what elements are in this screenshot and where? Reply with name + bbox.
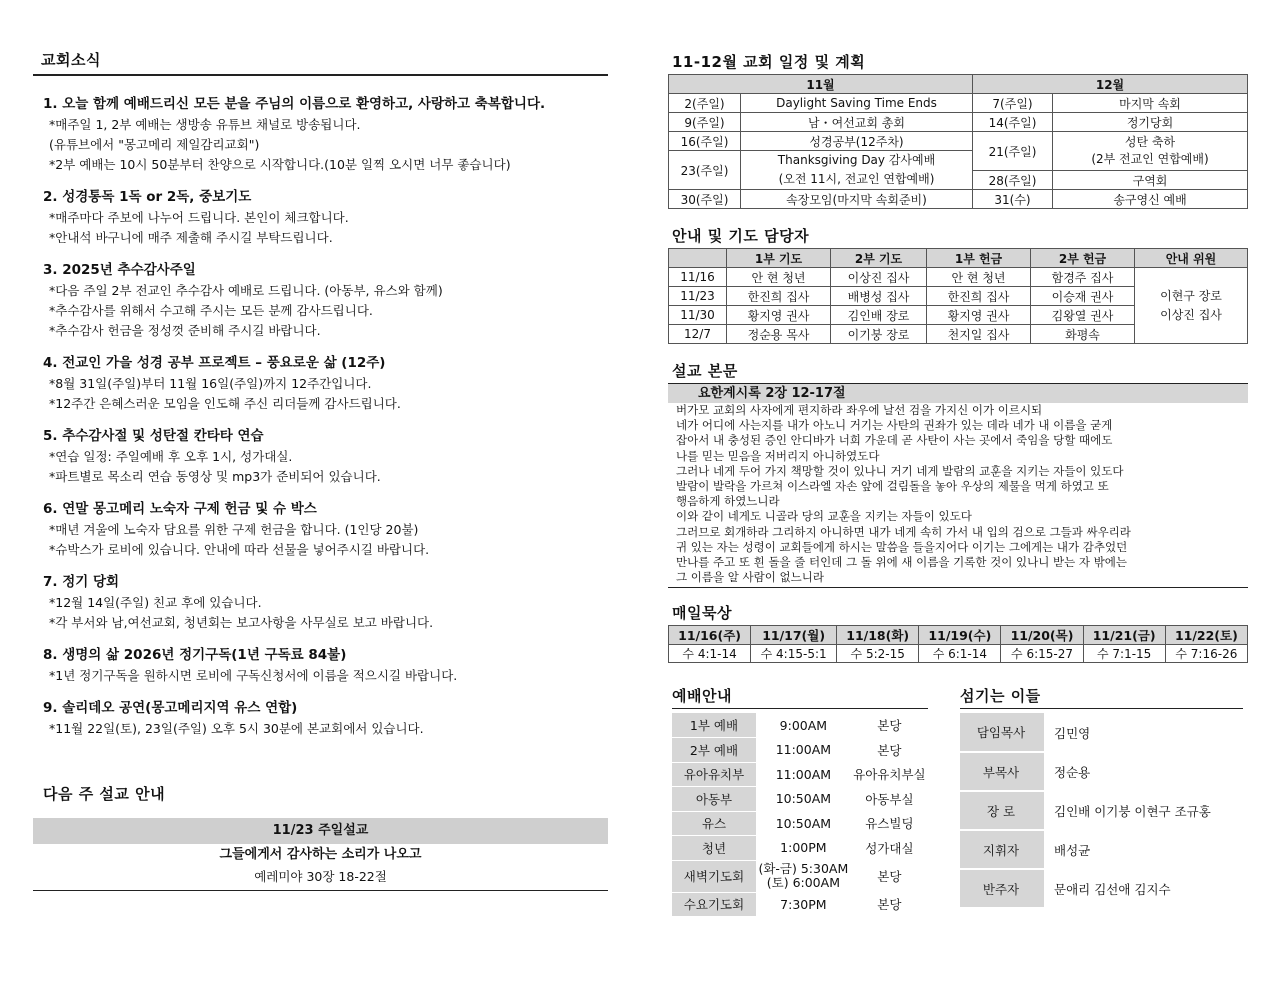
sermon-title: 설교 본문 (672, 362, 738, 380)
devotion-title: 매일묵상 (672, 604, 732, 623)
schedule-nov-event: Daylight Saving Time Ends (741, 94, 973, 113)
sermon-verse-line: 귀 있는 자는 성령이 교회들에게 하시는 말씀을 들을지어다 이기는 그에게는 내가 감추었던 (676, 539, 1128, 554)
service-row (672, 811, 928, 836)
servant-names: 김민영 (1054, 725, 1091, 741)
service-row (672, 787, 928, 812)
duty-header (669, 249, 727, 268)
service-name: 아동부 (672, 787, 756, 812)
next-sermon-reference: 예레미야 30장 18-22절 (254, 869, 387, 884)
service-time: 11:00AM (775, 742, 832, 758)
servant-role: 담임목사 (960, 713, 1044, 752)
next-sermon-title: 다음 주 설교 안내 (43, 785, 166, 803)
duty-header: 2부 헌금 (1031, 249, 1135, 268)
news-item-line: *슈박스가 로비에 있습니다. 안내에 따라 선물을 넣어주시길 바랍니다. (49, 542, 430, 557)
devotion-day: 11/20(목) (1001, 626, 1083, 645)
services-panel (672, 685, 928, 917)
duty-header: 1부 기도 (727, 249, 831, 268)
duty-header: 2부 기도 (831, 249, 927, 268)
news-item (33, 353, 608, 414)
schedule-dec-event: 정기당회 (1053, 113, 1248, 132)
service-row (672, 892, 928, 917)
schedule-nov-date: 16(주일) (669, 132, 741, 151)
sermon-verse-line: 그러나 네게 두어 가지 책망할 것이 있나니 거기 네게 발람의 교훈을 지키는 자들이 있도다 (676, 463, 1124, 478)
duty-cell: 안 현 청년 (727, 268, 831, 287)
schedule-nov-date: 9(주일) (669, 113, 741, 132)
schedule-nov-header: 11월 (669, 75, 973, 94)
duty-cell: 화평속 (1031, 325, 1135, 344)
duty-cell: 11/30 (669, 306, 727, 325)
sermon-reference: 요한계시록 2장 12-17절 (668, 383, 1248, 403)
sermon-verse-line: 이와 같이 네게도 니골라 당의 교훈을 지키는 자들이 있도다 (676, 509, 972, 524)
news-item-heading: 1. 오늘 함께 예배드리신 모든 분을 주님의 이름으로 환영하고, 사랑하고 축복합니다. (43, 96, 546, 112)
schedule-nov-event (741, 151, 973, 190)
service-time: 9:00AM (779, 717, 828, 733)
service-time: 10:50AM (775, 791, 832, 807)
news-item-heading: 9. 솔리데오 공연(몽고메리지역 유스 연합) (43, 700, 298, 716)
service-name: 유스 (672, 811, 756, 836)
news-item (33, 187, 608, 248)
duty-cell: 배병성 집사 (831, 287, 927, 306)
devotion-day: 11/18(화) (837, 626, 919, 645)
news-item-heading: 3. 2025년 추수감사주일 (43, 262, 196, 278)
schedule-dec-date: 14(주일) (973, 113, 1053, 132)
devotion-passage: 수 4:15-5:1 (751, 645, 837, 663)
service-name: 유아유치부 (672, 762, 756, 787)
sermon-verse-line: 그러므로 회개하라 그리하지 아니하면 내가 네게 속히 가서 내 입의 검으로 그들과 싸우리라 (676, 524, 1131, 539)
news-item-heading: 4. 전교인 가을 성경 공부 프로젝트 – 풍요로운 삶 (12주) (43, 355, 386, 371)
sermon-verse-line: 잡아서 내 충성된 증인 안디바가 너희 가운데 곧 사탄이 사는 곳에서 죽임을 당할 때에도 (676, 433, 1113, 448)
service-time-line: (토) 6:00AM (766, 875, 840, 890)
schedule-dec-date: 31(수) (973, 190, 1053, 209)
service-location: 아동부실 (865, 791, 914, 807)
service-name: 수요기도회 (672, 892, 756, 917)
news-item (33, 426, 608, 487)
news-item-line: *8월 31일(주일)부터 11월 16일(주일)까지 12주간입니다. (49, 376, 372, 391)
duty-cell: 천지일 집사 (927, 325, 1031, 344)
schedule-nov-event-line: Thanksgiving Day 감사예배 (777, 153, 936, 167)
devotion-day: 11/19(수) (919, 626, 1001, 645)
news-item-heading: 8. 생명의 삶 2026년 정기구독(1년 구독료 84불) (43, 647, 347, 663)
servants-panel (960, 685, 1243, 909)
devotion-passage: 수 7:16-26 (1165, 645, 1247, 663)
services-table (672, 713, 928, 917)
devotion-day: 11/16(주) (669, 626, 751, 645)
news-item-line: *11월 22일(토), 23일(주일) 오후 5시 30분에 본교회에서 있습니다. (49, 721, 424, 736)
news-item (33, 572, 608, 633)
servants-table (960, 713, 1243, 909)
schedule-dec-event-line: 성탄 축하 (1124, 135, 1176, 149)
news-item-line: *다음 주일 2부 전교인 추수감사 예배로 드립니다. (아동부, 유스와 함께) (49, 283, 443, 298)
duty-title: 안내 및 기도 담당자 (672, 227, 810, 245)
service-row (672, 762, 928, 787)
duty-cell: 황지영 권사 (727, 306, 831, 325)
service-time (756, 860, 851, 892)
duty-cell: 11/23 (669, 287, 727, 306)
service-name: 새벽기도회 (672, 860, 756, 892)
duty-usher: 이현구 장로 (1160, 288, 1222, 303)
news-item-heading: 7. 정기 당회 (43, 574, 120, 590)
servant-names: 문애리 김선애 김지수 (1054, 881, 1171, 897)
news-item-heading: 2. 성경통독 1독 or 2독, 중보기도 (43, 189, 252, 205)
news-item-line: (유튜브에서 "몽고메리 제일감리교회") (49, 137, 260, 152)
devotion-passage: 수 6:1-14 (919, 645, 1001, 663)
schedule-nov-event: 속장모임(마지막 속회준비) (741, 190, 973, 209)
devotion-passage: 수 7:1-15 (1083, 645, 1165, 663)
news-item-line: *안내석 바구니에 매주 제출해 주시길 부탁드립니다. (49, 230, 333, 245)
duty-cell: 11/16 (669, 268, 727, 287)
servant-row (960, 791, 1243, 830)
left-column (33, 45, 608, 891)
devotion-day: 11/22(토) (1165, 626, 1247, 645)
schedule-dec-event: 마지막 속회 (1053, 94, 1248, 113)
schedule-nov-event: 남・여선교회 총회 (741, 113, 973, 132)
duty-cell: 한진희 집사 (927, 287, 1031, 306)
devotion-passage: 수 6:15-27 (1001, 645, 1083, 663)
duty-ushers (1135, 268, 1248, 344)
duty-cell: 이상진 집사 (831, 268, 927, 287)
servant-row (960, 830, 1243, 869)
schedule-dec-event (1053, 132, 1248, 171)
schedule-table (668, 74, 1248, 209)
service-row (672, 860, 928, 892)
news-item-line: *추수감사 헌금을 정성껏 준비해 주시길 바랍니다. (49, 323, 321, 338)
duty-cell: 이기붕 장로 (831, 325, 927, 344)
service-location: 본당 (877, 897, 902, 913)
service-name: 1부 예배 (672, 713, 756, 738)
schedule-dec-event: 구역회 (1053, 171, 1248, 190)
news-item (33, 260, 608, 341)
news-list (33, 94, 608, 739)
servant-role: 부목사 (960, 752, 1044, 791)
schedule-nov-event: 성경공부(12주차) (741, 132, 973, 151)
news-item-line: *매년 겨울에 노숙자 담요를 위한 구제 헌금을 합니다. (1인당 20불) (49, 522, 419, 537)
news-item-line: *12주간 은혜스러운 모임을 인도해 주신 리더들께 감사드립니다. (49, 396, 401, 411)
devotion-day: 11/21(금) (1083, 626, 1165, 645)
servant-row (960, 752, 1243, 791)
services-title: 예배안내 (672, 685, 928, 709)
schedule-dec-date: 7(주일) (973, 94, 1053, 113)
schedule-dec-event: 송구영신 예배 (1053, 190, 1248, 209)
devotion-table (668, 625, 1248, 663)
duty-header: 1부 헌금 (927, 249, 1031, 268)
servant-names: 정순용 (1054, 764, 1091, 780)
schedule-nov-date: 23(주일) (669, 151, 741, 190)
news-item-heading: 5. 추수감사절 및 성탄절 칸타타 연습 (43, 428, 264, 444)
next-sermon-date: 11/23 주일설교 (33, 818, 608, 844)
devotion-passage: 수 5:2-15 (837, 645, 919, 663)
duty-cell: 안 현 청년 (927, 268, 1031, 287)
news-item-line: *2부 예배는 10시 50분부터 찬양으로 시작합니다.(10분 일찍 오시면 너무 좋습니다) (49, 157, 511, 172)
service-row (672, 738, 928, 763)
service-location: 성가대실 (865, 840, 914, 856)
sermon-verse-line: 발람이 발락을 가르쳐 이스라엘 자손 앞에 걸림돌을 놓아 우상의 제물을 먹게 하였고 또 (676, 479, 1109, 494)
news-item (33, 94, 608, 175)
duty-cell: 황지영 권사 (927, 306, 1031, 325)
news-item (33, 698, 608, 739)
sermon-verse-line: 만나를 주고 또 흰 돌을 줄 터인데 그 돌 위에 새 이름을 기록한 것이 있나니 받는 자 밖에는 (676, 555, 1127, 570)
duty-cell: 김인배 장로 (831, 306, 927, 325)
sermon-verse-line: 나를 믿는 믿음을 저버리지 아니하였도다 (676, 448, 880, 463)
schedule-title: 11-12월 교회 일정 및 계획 (672, 53, 866, 71)
schedule-nov-date: 2(주일) (669, 94, 741, 113)
schedule-dec-event-line: (2부 전교인 연합예배) (1091, 152, 1209, 166)
news-item-line: *파트별로 목소리 연습 동영상 및 mp3가 준비되어 있습니다. (49, 469, 381, 484)
duty-cell: 한진희 집사 (727, 287, 831, 306)
sermon-verse-line: 그 이름을 알 사람이 없느니라 (676, 570, 824, 585)
service-location: 유아유치부실 (853, 767, 926, 783)
servant-role: 장 로 (960, 791, 1044, 830)
news-item-line: *매주일 1, 2부 예배는 생방송 유튜브 채널로 방송됩니다. (49, 117, 361, 132)
servant-names: 김인배 이기붕 이현구 조규홍 (1054, 803, 1211, 819)
devotion-passage: 수 4:1-14 (669, 645, 751, 663)
news-item (33, 499, 608, 560)
schedule-dec-date: 21(주일) (973, 132, 1053, 171)
news-item-line: *연습 일정: 주일예배 후 오후 1시, 성가대실. (49, 449, 293, 464)
schedule-nov-date: 30(주일) (669, 190, 741, 209)
sermon-verse-line: 버가모 교회의 사자에게 편지하라 좌우에 날선 검을 가지신 이가 이르시되 (676, 403, 1043, 417)
duty-header: 안내 위원 (1135, 249, 1248, 268)
duty-table (668, 248, 1248, 344)
service-location: 본당 (877, 718, 902, 734)
service-time: 1:00PM (780, 840, 827, 856)
service-location: 유스빌딩 (865, 816, 914, 832)
service-time: 11:00AM (775, 766, 832, 782)
sermon-text (668, 403, 1248, 588)
duty-cell: 정순용 목사 (727, 325, 831, 344)
servant-row (960, 713, 1243, 752)
service-location: 본당 (877, 869, 902, 884)
news-item-line: *12월 14일(주일) 친교 후에 있습니다. (49, 595, 262, 610)
duty-cell: 함경주 집사 (1031, 268, 1135, 287)
servant-role: 지휘자 (960, 830, 1044, 869)
news-item-line: *추수감사를 위해서 수고해 주시는 모든 분께 감사드립니다. (49, 303, 373, 318)
sermon-box (668, 383, 1248, 588)
duty-cell: 이승재 권사 (1031, 287, 1135, 306)
duty-cell: 김왕열 권사 (1031, 306, 1135, 325)
devotion-day: 11/17(월) (751, 626, 837, 645)
news-item-line: *1년 정기구독을 원하시면 로비에 구독신청서에 이름을 적으시길 바랍니다. (49, 668, 458, 683)
servant-names: 배성균 (1054, 842, 1091, 858)
servants-title: 섬기는 이들 (960, 685, 1243, 709)
service-location: 본당 (877, 742, 902, 758)
next-sermon-subject: 그들에게서 감사하는 소리가 나오고 (219, 847, 422, 862)
service-row (672, 836, 928, 861)
service-row (672, 713, 928, 738)
duty-usher: 이상진 집사 (1160, 307, 1222, 322)
news-item-heading: 6. 연말 몽고메리 노숙자 구제 헌금 및 슈 박스 (43, 501, 317, 517)
service-name: 2부 예배 (672, 738, 756, 763)
schedule-nov-event-line: (오전 11시, 전교인 연합예배) (778, 172, 935, 186)
schedule-dec-date: 28(주일) (973, 171, 1053, 190)
sermon-verse-line: 네가 어디에 사는지를 내가 아노니 거기는 사탄의 권좌가 있는 데라 네가 내 이름을 굳게 (676, 418, 1113, 433)
right-column (668, 45, 1248, 913)
service-time: 7:30PM (780, 896, 827, 912)
servant-role: 반주자 (960, 869, 1044, 908)
duty-cell: 12/7 (669, 325, 727, 344)
sermon-verse-line: 행음하게 하였느니라 (676, 494, 780, 509)
schedule-dec-header: 12월 (973, 75, 1248, 94)
news-item-line: *각 부서와 남,여선교회, 청년회는 보고사항을 사무실로 보고 바랍니다. (49, 615, 434, 630)
news-item-line: *매주마다 주보에 나누어 드립니다. 본인이 체크합니다. (49, 210, 349, 225)
service-name: 청년 (672, 836, 756, 861)
servant-row (960, 869, 1243, 908)
news-item (33, 645, 608, 686)
news-title: 교회소식 (33, 45, 608, 76)
service-time-line: (화-금) 5:30AM (758, 861, 849, 876)
next-sermon-box (33, 818, 608, 891)
service-time: 10:50AM (775, 815, 832, 831)
